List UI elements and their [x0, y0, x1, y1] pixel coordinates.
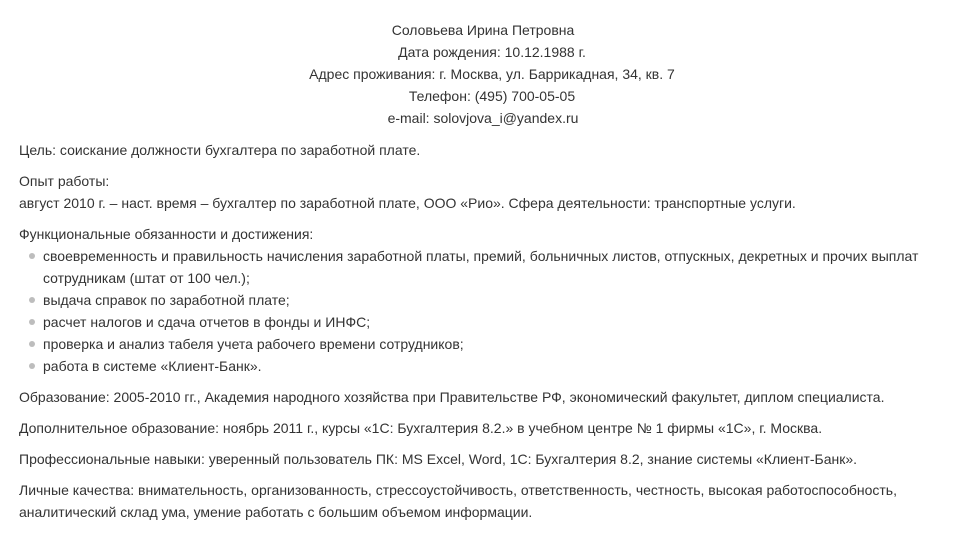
bullet-icon — [29, 363, 35, 369]
list-item-text: своевременность и правильность начисления заработной платы, премий, больничных листов, отпускных, декретных и прочих выплат сотрудникам (штат от 100 чел.); — [43, 248, 919, 286]
list-item — [19, 355, 954, 377]
experience-heading: Опыт работы: — [19, 173, 110, 189]
bullet-icon — [29, 253, 35, 259]
address: Адрес проживания: г. Москва, ул. Баррикадная, 34, кв. 7 — [309, 66, 675, 82]
list-item — [19, 289, 954, 311]
list-item — [19, 245, 954, 289]
education: Образование: 2005-2010 гг., Академия народного хозяйства при Правительстве РФ, экономический факультет, диплом специалиста. — [19, 389, 885, 405]
list-item-text: проверка и анализ табеля учета рабочего времени сотрудников; — [43, 336, 464, 352]
duties-section — [19, 223, 954, 377]
list-item-text: работа в системе «Клиент-Банк». — [43, 358, 262, 374]
resume-body — [19, 139, 954, 523]
phone: Телефон: (495) 700-05-05 — [408, 88, 576, 104]
duties-list — [19, 245, 954, 377]
experience-entry: август 2010 г. – наст. время – бухгалтер по заработной плате, ООО «Рио». Сфера деятельности: транспортные услуги. — [19, 195, 796, 211]
bullet-icon — [29, 341, 35, 347]
list-item-text: выдача справок по заработной плате; — [43, 292, 290, 308]
bullet-icon — [29, 319, 35, 325]
personal-qualities: Личные качества: внимательность, организованность, стрессоустойчивость, ответственность, честность, высокая работоспособность, аналитический склад ума, умение работать с большим объемом информации. — [19, 482, 897, 520]
list-item — [19, 311, 954, 333]
list-item-text: расчет налогов и сдача отчетов в фонды и ИНФС; — [43, 314, 371, 330]
resume-header — [0, 19, 966, 129]
professional-skills: Профессиональные навыки: уверенный пользователь ПК: MS Excel, Word, 1С: Бухгалтерия 8.2, знание системы «Клиент-Банк». — [19, 451, 858, 467]
goal: Цель: соискание должности бухгалтера по заработной плате. — [19, 142, 421, 158]
list-item — [19, 333, 954, 355]
birth-date: Дата рождения: 10.12.1988 г. — [398, 44, 586, 60]
additional-education: Дополнительное образование: ноябрь 2011 г., курсы «1С: Бухгалтерия 8.2.» в учебном центре № 1 фирмы «1С», г. Москва. — [19, 420, 823, 436]
duties-heading: Функциональные обязанности и достижения: — [19, 226, 314, 242]
full-name: Соловьева Ирина Петровна — [391, 22, 575, 38]
bullet-icon — [29, 297, 35, 303]
email: e-mail: solovjova_i@yandex.ru — [387, 110, 579, 126]
experience-section — [19, 170, 954, 214]
